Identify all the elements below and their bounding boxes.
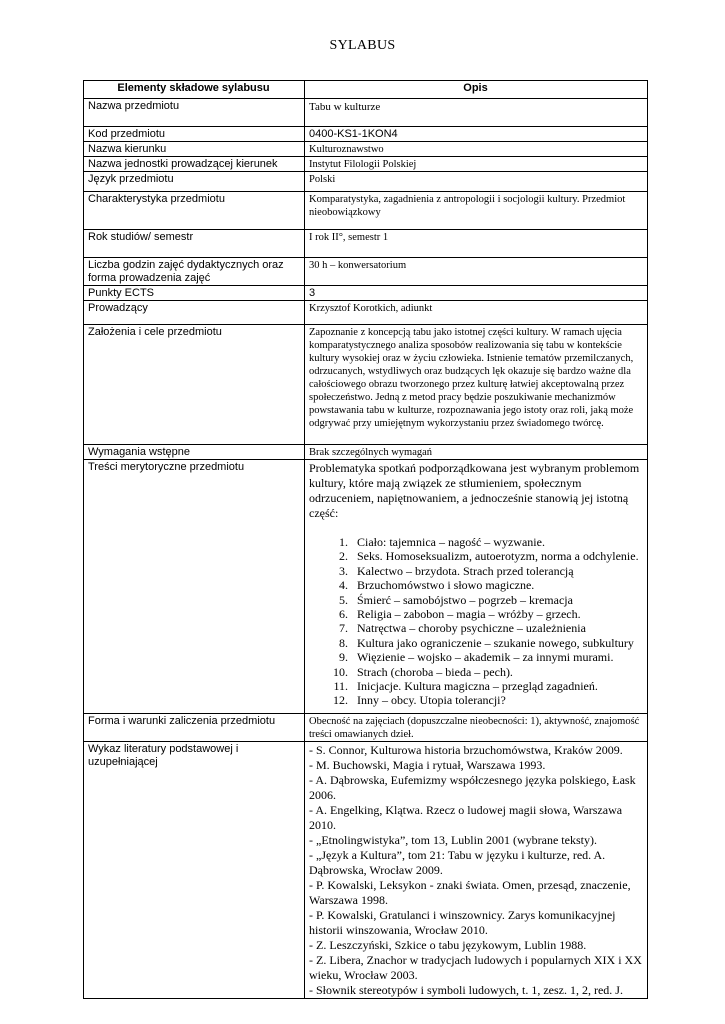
list-item: - Słownik stereotypów i symboli ludowych, t. 1, zesz. 1, 2, red. J. bbox=[309, 983, 623, 997]
table-row bbox=[84, 742, 648, 999]
table-row bbox=[84, 192, 648, 230]
list-item: - M. Buchowski, Magia i rytuał, Warszawa 1993. bbox=[309, 758, 546, 772]
table-row bbox=[84, 157, 648, 172]
row-label: Prowadzący bbox=[84, 301, 305, 325]
list-item: - „Język a Kultura”, tom 21: Tabu w języku i kulturze, red. A. Dąbrowska, Wrocław 2009. bbox=[309, 848, 606, 877]
list-item: 2. Seks. Homoseksualizm, autoerotyzm, norma a odchylenie. bbox=[351, 549, 642, 563]
row-value: Brak szczególnych wymagań bbox=[305, 445, 648, 460]
row-value: Instytut Filologii Polskiej bbox=[305, 157, 648, 172]
row-label: Treści merytoryczne przedmiotu bbox=[84, 460, 305, 714]
table-row bbox=[84, 142, 648, 157]
list-item: 11. Inicjacje. Kultura magiczna – przegląd zagadnień. bbox=[351, 679, 642, 693]
list-item: 6. Religia – zabobon – magia – wróżby – grzech. bbox=[351, 607, 642, 621]
row-label: Kod przedmiotu bbox=[84, 127, 305, 142]
row-value: Krzysztof Korotkich, adiunkt bbox=[305, 301, 648, 325]
table-row bbox=[84, 230, 648, 258]
table-row bbox=[84, 286, 648, 301]
contents-intro: Problematyka spotkań podporządkowana jest wybranym problemom kultury, które mają związek ze stłumieniem, społecznym odrzuceniem, napiętnowaniem, a jednocześnie stanowią jej istotną część: bbox=[309, 461, 640, 520]
list-item: - P. Kowalski, Gratulanci i winszownicy. Zarys komunikacyjnej historii winszowania, Wrocław 2010. bbox=[309, 908, 616, 937]
list-item: 4. Brzuchomówstwo i słowo magiczne. bbox=[351, 578, 642, 592]
row-value: I rok II°, semestr 1 bbox=[305, 230, 648, 258]
row-value: Komparatystyka, zagadnienia z antropologii i socjologii kultury. Przedmiot nieobowiązkowy bbox=[305, 192, 648, 230]
page-title: SYLABUS bbox=[329, 38, 396, 53]
row-label: Język przedmiotu bbox=[84, 172, 305, 192]
row-value: 3 bbox=[305, 286, 648, 301]
list-item: - S. Connor, Kulturowa historia brzuchomówstwa, Kraków 2009. bbox=[309, 743, 623, 757]
row-label: Forma i warunki zaliczenia przedmiotu bbox=[84, 714, 305, 742]
topics-list bbox=[309, 535, 642, 708]
list-item: 5. Śmierć – samobójstwo – pogrzeb – kremacja bbox=[351, 593, 642, 607]
list-item: - P. Kowalski, Leksykon - znaki świata. Omen, przesąd, znaczenie, Warszawa 1998. bbox=[309, 878, 631, 907]
list-item: - Z. Leszczyński, Szkice o tabu językowym, Lublin 1988. bbox=[309, 938, 587, 952]
list-item: - „Etnolingwistyka”, tom 13, Lublin 2001 (wybrane teksty). bbox=[309, 833, 597, 847]
row-value: 30 h – konwersatorium bbox=[305, 258, 648, 286]
row-label: Charakterystyka przedmiotu bbox=[84, 192, 305, 230]
row-label: Nazwa jednostki prowadzącej kierunek bbox=[84, 157, 305, 172]
header-description: Opis bbox=[305, 81, 648, 99]
list-item: - A. Dąbrowska, Eufemizmy współczesnego języka polskiego, Łask 2006. bbox=[309, 773, 636, 802]
row-label: Wykaz literatury podstawowej i uzupełniającej bbox=[84, 742, 305, 999]
row-label: Nazwa kierunku bbox=[84, 142, 305, 157]
header-elements: Elementy składowe sylabusu bbox=[84, 81, 305, 99]
row-label: Założenia i cele przedmiotu bbox=[84, 325, 305, 445]
list-item: - A. Engelking, Klątwa. Rzecz o ludowej magii słowa, Warszawa 2010. bbox=[309, 803, 623, 832]
contents-cell bbox=[305, 460, 648, 714]
row-label: Rok studiów/ semestr bbox=[84, 230, 305, 258]
list-item: 3. Kalectwo – brzydota. Strach przed tolerancją bbox=[351, 564, 642, 578]
row-value: Obecność na zajęciach (dopuszczalne nieobecności: 1), aktywność, znajomość treści omawianych dzieł. bbox=[305, 714, 648, 742]
list-item: 12. Inny – obcy. Utopia tolerancji? bbox=[351, 693, 642, 707]
row-label: Nazwa przedmiotu bbox=[84, 99, 305, 127]
table-row bbox=[84, 172, 648, 192]
list-item: 1. Ciało: tajemnica – nagość – wyzwanie. bbox=[351, 535, 642, 549]
literature-cell bbox=[305, 742, 648, 999]
table-row bbox=[84, 325, 648, 445]
list-item: 8. Kultura jako ograniczenie – szukanie nowego, subkultury bbox=[351, 636, 642, 650]
table-row bbox=[84, 99, 648, 127]
list-item: - Z. Libera, Znachor w tradycjach ludowych i popularnych XIX i XX wieku, Wrocław 2003. bbox=[309, 953, 642, 982]
syllabus-table bbox=[83, 80, 648, 999]
table-row bbox=[84, 258, 648, 286]
list-item: 7. Natręctwa – choroby psychiczne – uzależnienia bbox=[351, 621, 642, 635]
row-label: Punkty ECTS bbox=[84, 286, 305, 301]
row-value: 0400-KS1-1KON4 bbox=[305, 127, 648, 142]
row-value: Polski bbox=[305, 172, 648, 192]
list-item: 9. Więzienie – wojsko – akademik – za innymi murami. bbox=[351, 650, 642, 664]
row-label: Liczba godzin zajęć dydaktycznych oraz forma prowadzenia zajęć bbox=[84, 258, 305, 286]
row-label: Wymagania wstępne bbox=[84, 445, 305, 460]
table-row bbox=[84, 127, 648, 142]
table-row bbox=[84, 714, 648, 742]
row-value: Tabu w kulturze bbox=[305, 99, 648, 127]
row-value: Kulturoznawstwo bbox=[305, 142, 648, 157]
table-row bbox=[84, 460, 648, 714]
table-row bbox=[84, 445, 648, 460]
table-header-row bbox=[84, 81, 648, 99]
table-row bbox=[84, 301, 648, 325]
list-item: 10. Strach (choroba – bieda – pech). bbox=[351, 665, 642, 679]
row-value: Zapoznanie z koncepcją tabu jako istotnej części kultury. W ramach ujęcia komparatystycznego analiza sposobów realizowania się tabu w kontekście kultury wysokiej oraz w życiu człowieka. Istnienie tematów przemilczanych, odrzucanych, wstydliwych oraz budzących lęk okazuje się bardzo ważne dla całościowego obrazu tworzonego przez kulturę łatwiej akceptowalną przez społeczeństwo. Jedną z metod pracy będzie poszukiwanie mechanizmów powstawania tabu w kulturze, rozpoznawania jego istoty oraz roli, jaką może odgrywać przy umiejętnym wykorzystaniu przez świadomego twórcę. bbox=[305, 325, 648, 445]
